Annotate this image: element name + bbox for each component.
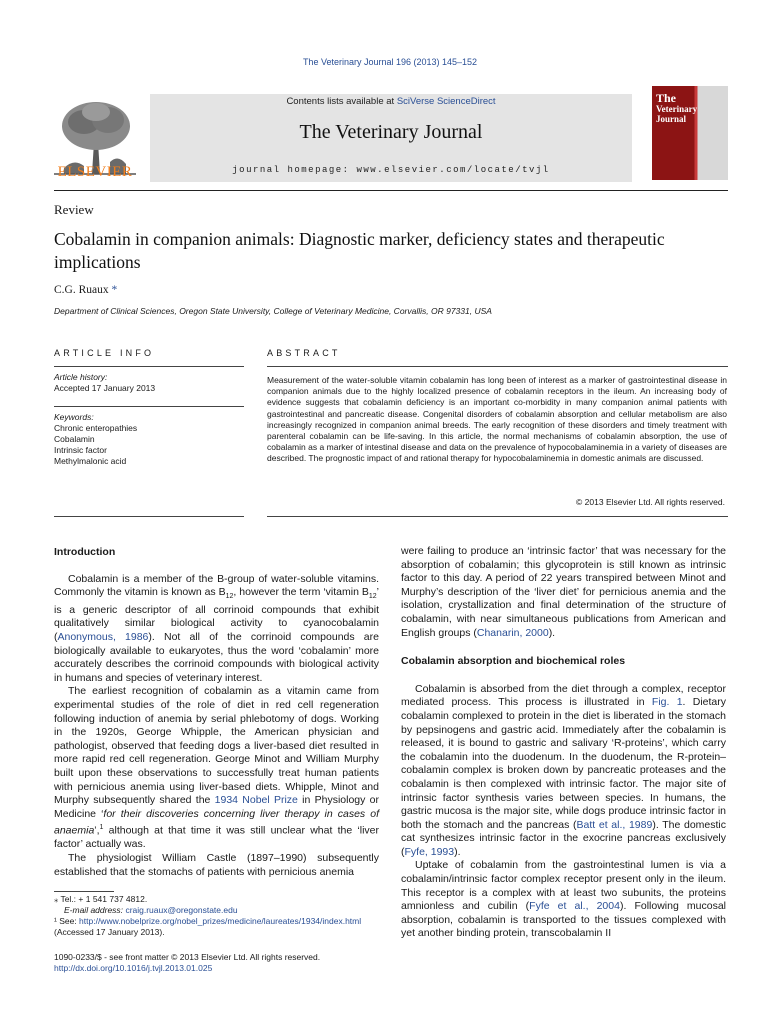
footnote-rule: [54, 891, 114, 892]
accepted-date: Accepted 17 January 2013: [54, 383, 156, 393]
contents-line: [150, 96, 632, 107]
journal-banner: [150, 94, 632, 182]
journal-homepage[interactable]: journal homepage: www.elsevier.com/locate/tvjl: [232, 165, 550, 175]
abstract-rule: [267, 366, 728, 367]
author-line: [54, 284, 117, 296]
cover-title-1: The: [656, 91, 677, 105]
reference-link[interactable]: Anonymous, 1986: [57, 631, 149, 644]
cover-title-2: Veterinary Journal: [656, 104, 698, 124]
abstract-text: Measurement of the water-soluble vitamin cobalamin has long been of interest as a marker of gastrointestinal disease in companion animals due to the highly localized presence of cobalamin receptors in the ileum. An increasing body of evidence suggests that cobalamin deficiency is an important co-morbidity in many companion animal patients with gastrointestinal and pancreatic disease. Congenital disorders of cobalamin absorption and cellular metabolism are also increasingly recognized in companion animal breeds. The early recognition of these disorders and timely treatment with parenteral cobalamin can be life-saving. In this article, the normal mechanisms of cobalamin absorption, the use of cobalamin as a marker of intestinal disease and data on the prevalence of hypocobalaminemia in a variety of diseases are described. The prognostic impact of and rational therapy for hypocobalaminemia in domestic animals are discussed.: [267, 375, 727, 464]
footnote-1: ¹ See: http://www.nobelprize.org/nobel_prizes/medicine/laureates/1934/index.html (Accessed 17 January 2013).: [54, 916, 362, 937]
keywords-rule: [54, 406, 244, 407]
article-title: Cobalamin in companion animals: Diagnostic marker, deficiency states and therapeutic implications: [54, 229, 665, 272]
email-label: E-mail address:: [64, 905, 124, 915]
author-name: C.G. Ruaux: [54, 284, 109, 296]
article-info: [54, 372, 244, 467]
keywords-label: Keywords:: [54, 412, 94, 422]
author-email-line: [54, 905, 380, 916]
absorption-paragraph-1: Cobalamin is absorbed from the diet through a complex, receptor mediated process. This process is illustrated in Fig. 1. Dietary cobalamin complexed to protein in the diet is liberated in the stomach by pepsinogens and gastric acid. Immediately after the cobalamin is released, it is bound to gastric and salivary ‘R-proteins’, which carry the cobalamin into the duodenum. In the duodenum, the R-protein–cobalamin complex is broken down by pancreatic proteases and the cobalamin is then complexed with intrinsic factor. The major site of intrinsic factor synthesis varies between species. In humans, the gastric mucosa is the major site, while dogs produce intrinsic factor in both the stomach and the pancreas (Batt et al., 1989). The domestic cat synthesizes intrinsic factor in the exocrine pancreas exclusively (Fyfe, 1993).: [401, 682, 727, 858]
reference-link[interactable]: Fyfe et al., 2004: [529, 900, 620, 913]
journal-header: [54, 86, 728, 186]
sciencedirect-link[interactable]: SciVerse ScienceDirect: [396, 96, 496, 107]
keyword-item: Chronic enteropathies: [54, 423, 138, 433]
article-info-bottom-rule: [54, 516, 244, 517]
history-label: Article history:: [54, 372, 108, 382]
front-matter-line: 1090-0233/$ - see front matter © 2013 Elsevier Ltd. All rights reserved.: [54, 952, 321, 962]
intro-paragraph-1: Cobalamin is a member of the B-group of water-soluble vitamins. Commonly the vitamin is known as $B_{12}$, however the term ‘vitamin $B_{12}$’ is a generic descriptor of all corrinoid compounds that exhibit qualitatively similar biological activity to cyanocobalamin (Anonymous, 1986). Not all of the corrinoid compounds are biologically available to eukaryotes, thus the word ‘cobalamin’ more accurately describes the corrinoid compounds with biological activity in humans and species of veterinary interest.: [54, 572, 379, 684]
reference-link[interactable]: Fyfe, 1993: [404, 845, 455, 858]
corresponding-author-mark[interactable]: *: [111, 284, 118, 296]
footer-doi: [54, 963, 212, 974]
figure-1-link[interactable]: Fig. 1: [651, 696, 683, 709]
keyword-item: Methylmalonic acid: [54, 456, 127, 466]
introduction-heading: Introduction: [54, 546, 116, 558]
journal-citation[interactable]: The Veterinary Journal 196 (2013) 145–152: [302, 57, 478, 67]
article-info-rule: [54, 366, 244, 367]
left-column: [54, 546, 379, 879]
journal-cover-thumbnail[interactable]: [652, 86, 728, 180]
reference-link[interactable]: Batt et al., 1989: [576, 818, 653, 831]
nobel-prize-link[interactable]: 1934 Nobel Prize: [214, 794, 298, 807]
footnote-mark[interactable]: 1: [99, 824, 104, 832]
reference-link[interactable]: Chanarin, 2000: [476, 626, 549, 639]
footnotes: [54, 894, 380, 938]
journal-title: The Veterinary Journal: [299, 121, 483, 143]
publisher-name[interactable]: ELSEVIER: [57, 164, 133, 180]
doi-link[interactable]: http://dx.doi.org/10.1016/j.tvjl.2013.01.025: [54, 963, 213, 973]
keyword-item: Cobalamin: [54, 434, 95, 444]
author-email[interactable]: craig.ruaux@oregonstate.edu: [125, 905, 238, 915]
absorption-heading: Cobalamin absorption and biochemical roles: [401, 655, 626, 668]
intro-paragraph-3: The physiologist William Castle (1897–1990) subsequently established that the stomachs of patients with pernicious anemia: [54, 852, 379, 878]
header-divider: [54, 190, 728, 191]
abstract-heading: ABSTRACT: [267, 348, 341, 358]
author-affiliation: Department of Clinical Sciences, Oregon State University, College of Veterinary Medicine, Corvallis, OR 97331, USA: [54, 306, 492, 316]
keyword-item: Intrinsic factor: [54, 445, 107, 455]
absorption-paragraph-2: Uptake of cobalamin from the gastrointestinal lumen is via a cobalamin/intrinsic factor complex receptor present only in the ileum. This receptor is a complex with at least two subunits, the proteins amnionless and cubilin (Fyfe et al., 2004). Following mucosal absorption, cobalamin is transported to the tissues complexed with yet another binding protein, transcobalamin II: [401, 859, 727, 940]
article-type: Review: [54, 202, 94, 217]
abstract-bottom-rule: [267, 516, 728, 517]
right-paragraph-1: were failing to produce an ‘intrinsic factor’ that was necessary for the absorption of cobalamin; this glycoprotein is still known as intrinsic factor to this day. A period of 22 years transpired between Minot and Murphy’s description of the ‘liver diet’ for pernicious anemia and the isolation, crystallization and final determination of the structure of cobalamin, with near simultaneous publications from American and English groups (Chanarin, 2000).: [401, 545, 726, 639]
author-telephone: ⁎ Tel.: + 1 541 737 4812.: [54, 894, 148, 904]
nobel-url-link[interactable]: http://www.nobelprize.org/nobel_prizes/medicine/laureates/1934/index.html: [79, 916, 362, 926]
intro-paragraph-2: The earliest recognition of cobalamin as a vitamin came from experimental studies of the role of diet in red cell regeneration following induction of anemia by serial phlebotomy of dogs. Working in the 1920s, George Whipple, the American physician and pathologist, observed that feeding dogs a liver-based diet resulted in more rapid red cell regeneration. George Minot and William Murphy built upon these observations to successfully treat human patients with pernicious anemia using liver-based diets. Whipple, Minot and Murphy subsequently shared the 1934 Nobel Prize in Physiology or Medicine ‘for their discoveries concerning liver therapy in cases of anaemia’,$^1$ although at that time it was still unclear what the ‘liver factor’ actually was.: [54, 685, 379, 851]
contents-prefix: Contents lists available at: [286, 96, 397, 107]
abstract-copyright: © 2013 Elsevier Ltd. All rights reserved.: [576, 497, 725, 507]
article-info-heading: ARTICLE INFO: [54, 348, 155, 358]
right-column: [401, 545, 726, 941]
